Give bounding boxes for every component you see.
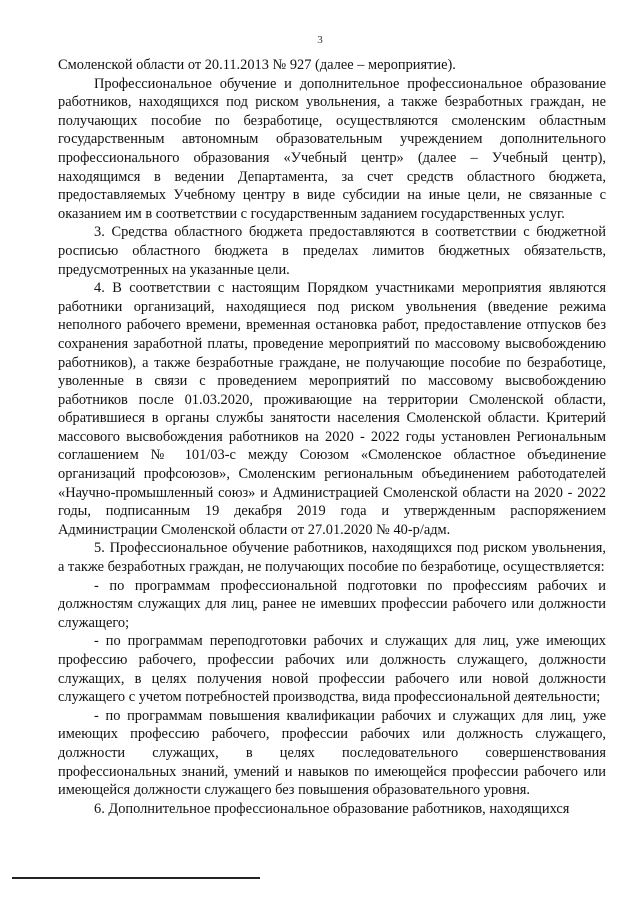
paragraph-item-3: 3. Средства областного бюджета предоставляются в соответствии с бюджетной росписью областного бюджета в пределах лимитов бюджетных обязательств, предусмотренных на указанные цели. <box>58 224 606 278</box>
page-number: 3 <box>317 34 323 46</box>
paragraph-item-5: 5. Профессиональное обучение работников, находящихся под риском увольнения, а также безработных граждан, не получающих пособие по безработице, осуществляется: <box>58 540 606 576</box>
list-item-training-programs: - по программам профессиональной подготовки по профессиям рабочих и должностям служащих для лиц, ранее не имевших профессии рабочего или должности служащего; <box>58 577 606 631</box>
paragraph-item-4: 4. В соответствии с настоящим Порядком участниками мероприятия являются работники организаций, находящиеся под риском увольнения (введение режима неполного рабочего времени, временная остановка работ, предоставление отпусков без сохранения заработной платы, проведение мероприятий по массовому высвобождению работников), а также безработные граждане, не получающие пособие по безработице, уволенные в связи с проведением мероприятий по массовому высвобождению работников после 01.03.2020, проживающие на территории Смоленской области, обратившиеся в органы службы занятости населения Смоленской области. Критерий массового высвобождения работников на 2020 - 2022 годы установлен Региональным соглашением № 101/03-с между Союзом «Смоленское областное объединение организаций профсоюзов», Смоленским региональным объединением работодателей «Научно-промышленный союз» и Администрацией Смоленской области на 2020 - 2022 годы, подписанным 19 декабря 2019 года и утвержденным распоряжением Администрации Смоленской области от 27.01.2020 № 40-р/адм. <box>58 280 606 538</box>
footer-divider <box>12 877 260 879</box>
paragraph-item-6: 6. Дополнительное профессиональное образование работников, находящихся <box>94 800 570 817</box>
document-body <box>58 56 606 818</box>
list-item-qualification-programs: - по программам повышения квалификации рабочих и служащих для лиц, уже имеющих профессию рабочего, профессии рабочих или должность служащего, должности служащих, в целях последовательного совершенствования профессиональных знаний, умений и навыков по имеющейся профессии рабочего или имеющейся должности служащего без повышения образовательного уровня. <box>58 707 606 799</box>
list-item-retraining-programs: - по программам переподготовки рабочих и служащих для лиц, уже имеющих профессию рабочего, профессии рабочих или должность служащего, должности служащих, в целях получения новой профессии рабочего или новой должности служащего с учетом потребностей производства, вида профессиональной деятельности; <box>58 633 606 706</box>
paragraph-continuation: Смоленской области от 20.11.2013 № 927 (далее – мероприятие). <box>58 57 456 73</box>
paragraph-professional-training: Профессиональное обучение и дополнительное профессиональное образование работников, находящихся под риском увольнения, а также безработных граждан, не получающих пособие по безработице, осуществляются смоленским областным государственным автономным образовательным учреждением дополнительного профессионального образования «Учебный центр» (далее – Учебный центр), находящимся в ведении Департамента, за счет средств областного бюджета, предоставляемых Учебному центру в виде субсидии на иные цели, не связанные с оказанием им в соответствии с государственным заданием государственных услуг. <box>58 75 606 222</box>
